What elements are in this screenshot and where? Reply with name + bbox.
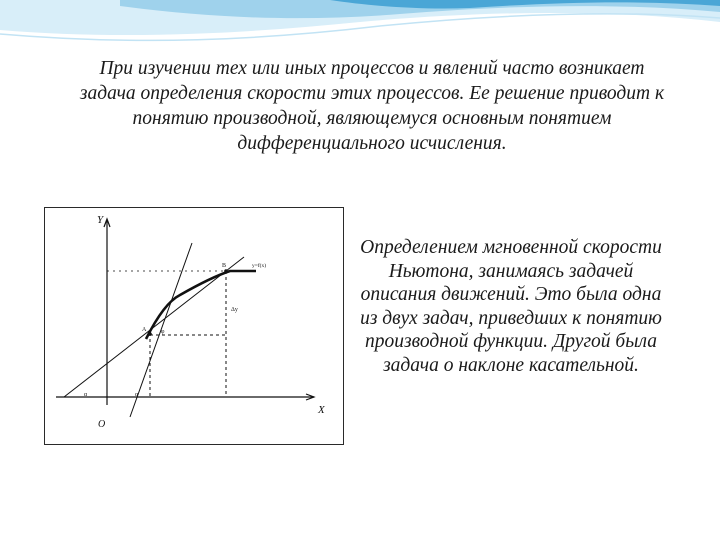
point-a-label: A <box>142 327 147 333</box>
point-b-label: B <box>222 263 227 269</box>
point-a-marker <box>148 332 152 336</box>
y-axis-label: Y <box>97 214 104 226</box>
intro-paragraph: При изучении тех или иных процессов и явлений часто возникает задача определения скорости этих процессов. Ее решение приводит к понятию производной, являющемуся основным понятием дифференциального исчисления. <box>79 58 665 154</box>
delta-y-label: Δy <box>231 307 238 313</box>
point-b-marker <box>224 269 228 273</box>
alpha-tangent-label: α <box>135 392 139 398</box>
derivative-figure <box>44 207 344 445</box>
phi-label: φ <box>161 329 165 335</box>
side-paragraph: Определением мгновенной скорости Ньютона, занимаясь задачей описания движений. Это была одна из двух задач, приведших к понятию производной функции. Другой была задача о наклоне касательной. <box>360 237 662 376</box>
origin-label: O <box>98 419 106 430</box>
alpha-secant-label: α <box>84 392 88 398</box>
x-axis-label: X <box>318 404 325 416</box>
curve-label: y=f(x) <box>252 263 267 269</box>
